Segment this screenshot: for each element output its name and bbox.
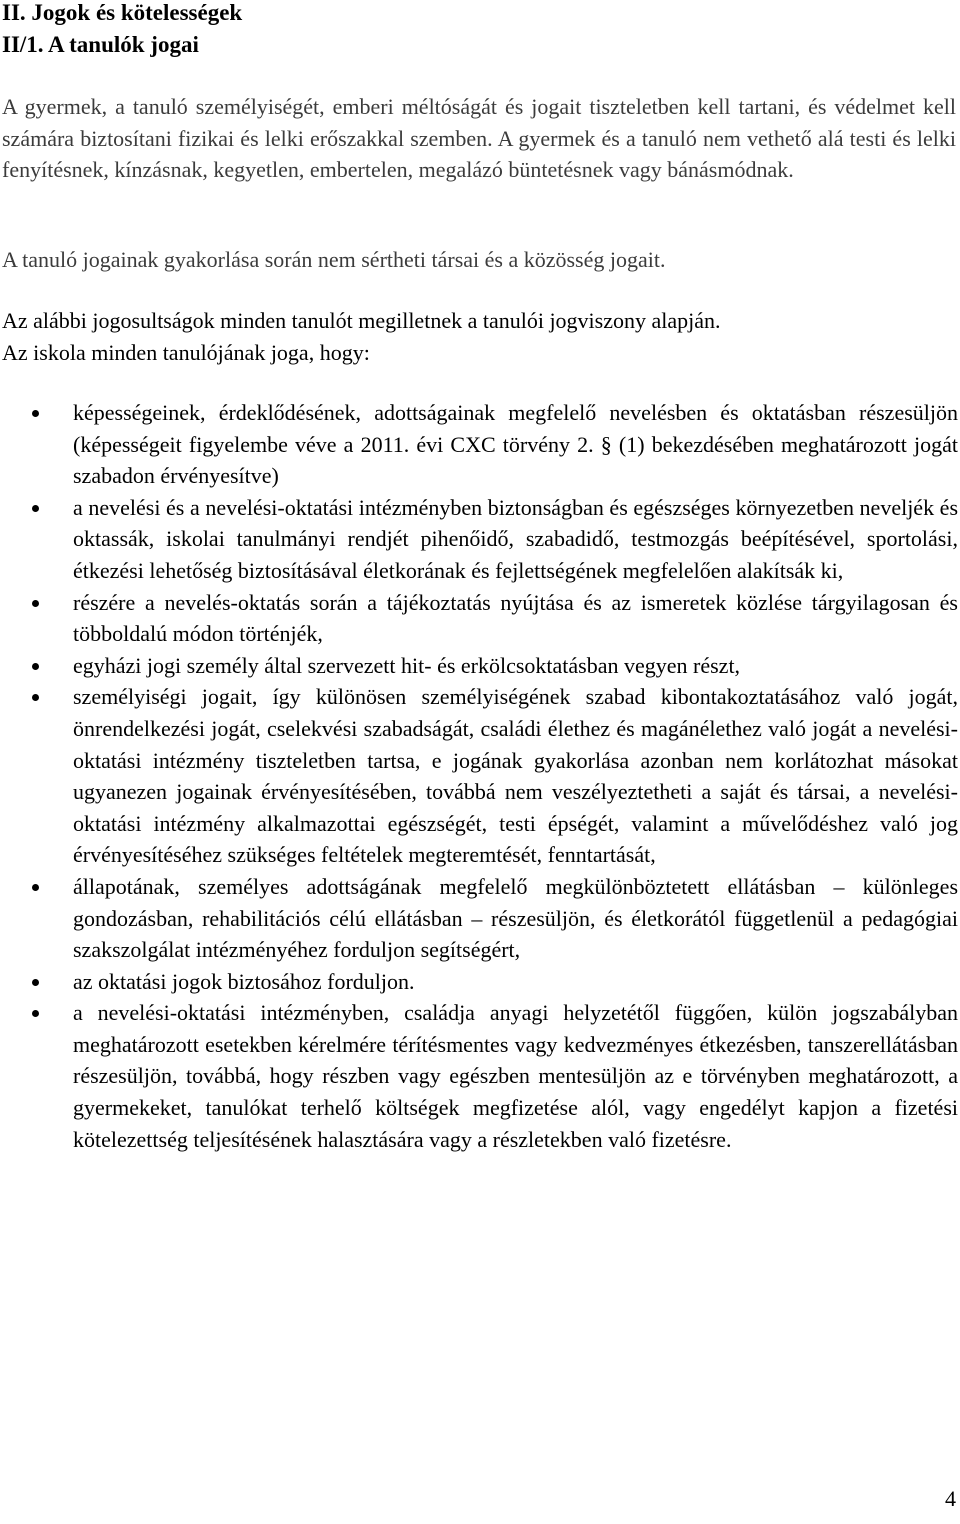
rights-list [0, 397, 958, 1155]
section-heading: II/1. A tanulók jogai [2, 32, 199, 57]
list-item-text: a nevelési és a nevelési-oktatási intézményben biztonságban és egészséges környezetben neveljék és oktassák, iskolai tanulmányi rendjét pihenőidő, szabadidő, testmozgás beépítésével, sportolási, étkezési lehetőség biztosításával életkorának és fejlettségének megfelelően alakítsák ki, [73, 494, 958, 583]
chapter-heading: II. Jogok és kötelességek [2, 0, 243, 25]
bullet-icon [32, 1010, 39, 1017]
bullet-icon [32, 884, 39, 891]
list-intro-paragraph: Az iskola minden tanulójának joga, hogy: [2, 340, 370, 365]
bullet-icon [32, 694, 39, 701]
entitlement-paragraph: Az alábbi jogosultságok minden tanulót megilletnek a tanulói jogviszony alapján. [2, 308, 721, 333]
bullet-icon [32, 600, 39, 607]
list-item-text: egyházi jogi személy által szervezett hit- és erkölcsoktatásban vegyen részt, [73, 652, 741, 678]
bullet-icon [32, 663, 39, 670]
bullet-icon [32, 505, 39, 512]
list-item [0, 492, 958, 587]
list-item [0, 871, 958, 966]
list-item [0, 997, 958, 1155]
list-item-text: a nevelési-oktatási intézményben, családja anyagi helyzetétől függően, külön jogszabályban meghatározott esetekben kérelmére térítésmentes vagy kedvezményes étkezésben, tanszerellátásban részesüljön, továbbá, hogy részben vagy egészben mentesüljön az e törvényben meghatározott, a gyermekeket, tanulókat terhelő költségek megfizetése alól, vagy engedélyt kapjon a fizetési kötelezettség teljesítésének halasztására vagy a részletekben való fizetésre. [73, 1000, 958, 1152]
list-item [0, 681, 958, 871]
list-item-text: állapotának, személyes adottságának megfelelő megkülönböztetett ellátásban – különleges gondozásban, rehabilitációs célú ellátásban – részesüljön, és életkorától függetlenül a pedagógiai szakszolgálat intézményéhez forduljon segítségért, [73, 873, 958, 963]
list-item [0, 587, 958, 650]
list-item-text: személyiségi jogait, így különösen személyiségének szabad kibontakoztatásához való jogát, önrendelkezési jogát, cselekvési szabadságát, családi élethez és magánélethez való jogát a nevelési-oktatási intézmény tiszteletben tartsa, e jogának gyakorlása azonban nem korlátozhat másokat ugyanezen jogainak érvényesítésében, továbbá nem veszélyeztetheti a saját és társai, a nevelési-oktatási intézmény alkalmazottai egészségét, testi épségét, valamint a művelődéshez való jog érvényesítéséhez szükséges feltételek megteremtését, fenntartását, [73, 684, 958, 868]
list-item [0, 397, 958, 492]
list-item-text: részére a nevelés-oktatás során a tájékoztatás nyújtása és az ismeretek közlése tárgyilagosan és többoldalú módon történjék, [73, 589, 958, 647]
list-item-text: képességeinek, érdeklődésének, adottságainak megfelelő nevelésben és oktatásban részesüljön (képességeit figyelembe véve a 2011. évi CXC törvény 2. § (1) bekezdésében meghatározott jogát szabadon érvényesítve) [73, 400, 958, 489]
list-item [0, 650, 958, 682]
bullet-icon [32, 410, 39, 417]
intro-paragraph: A gyermek, a tanuló személyiségét, emberi méltóságát és jogait tiszteletben kell tartani, és védelmet kell számára biztosítani fizikai és lelki erőszakkal szemben. A gyermek és a tanuló nem vethető alá testi és lelki fenyítésnek, kínzásnak, kegyetlen, embertelen, megalázó büntetésnek vagy bánásmódnak. [2, 94, 956, 182]
bullet-icon [32, 979, 39, 986]
list-item [0, 966, 958, 998]
list-item-text: az oktatási jogok biztosához forduljon. [73, 968, 415, 994]
rights-limit-paragraph: A tanuló jogainak gyakorlása során nem sértheti társai és a közösség jogait. [2, 247, 666, 272]
page-number: 4 [945, 1486, 956, 1511]
